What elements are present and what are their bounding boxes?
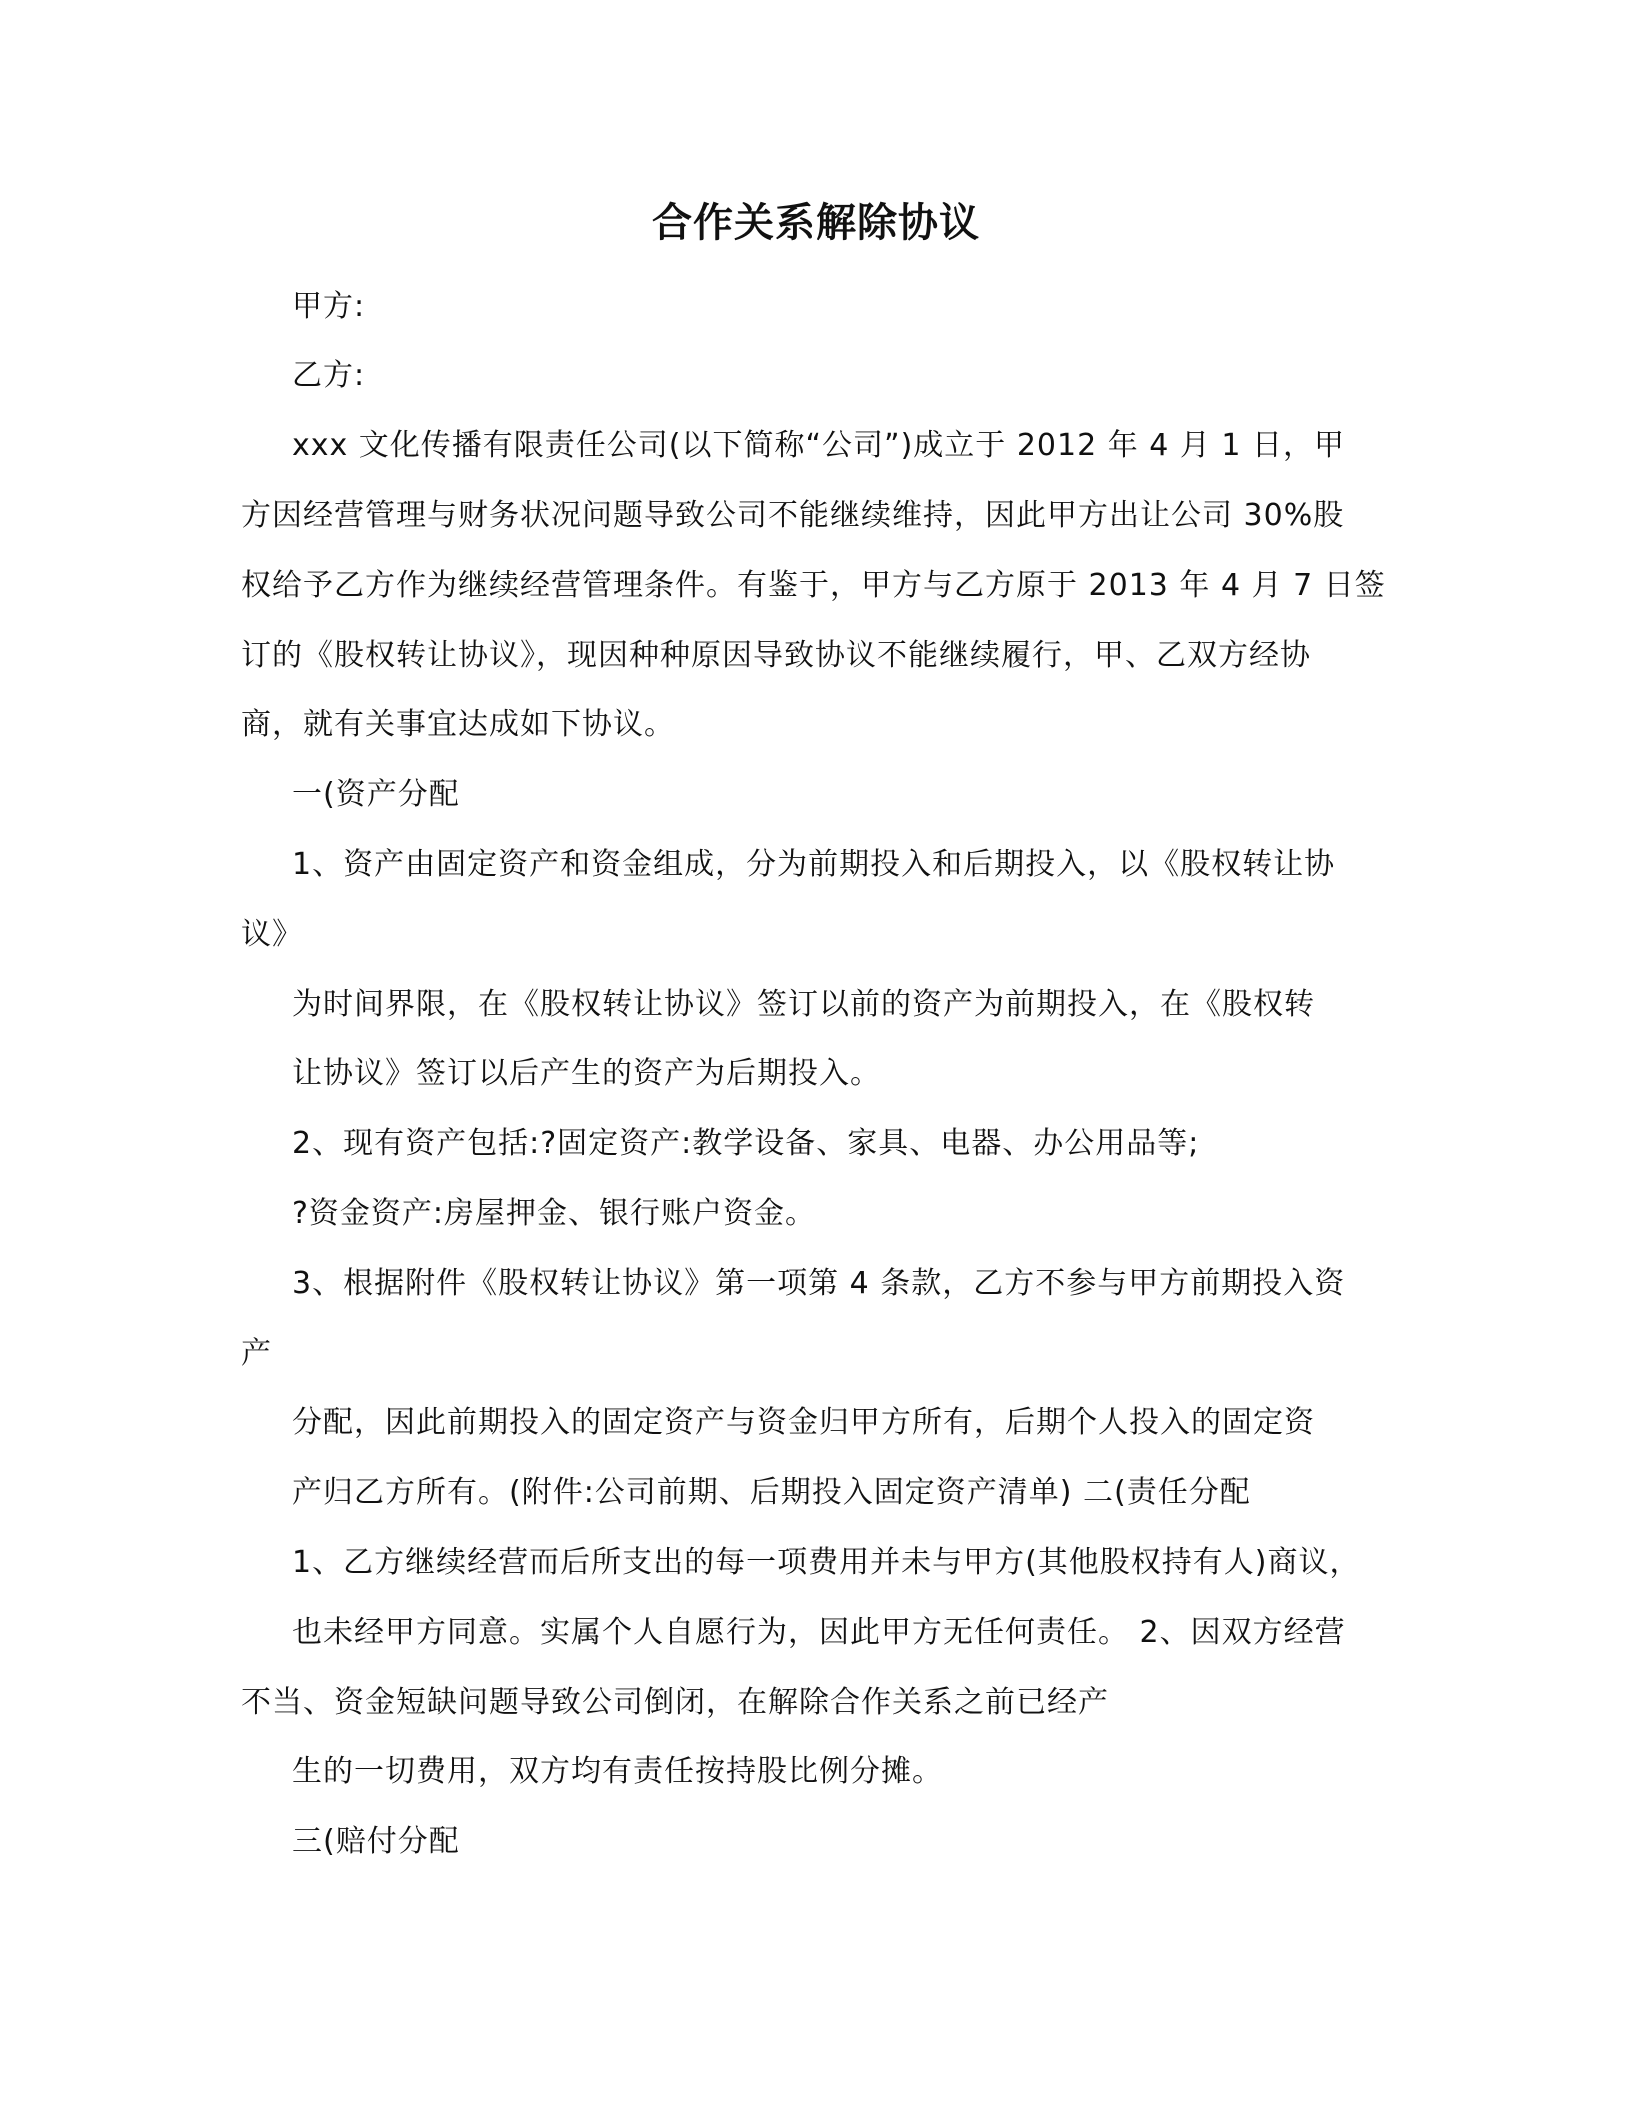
paragraph-line: 产归乙方所有。(附件:公司前期、后期投入固定资产清单) 二(责任分配 [292,1475,1251,1510]
paragraph-line: 产 [241,1336,272,1371]
section-heading: 一(资产分配 [292,777,460,812]
paragraph-line: 议》 [241,917,303,952]
paragraph-line: xxx 文化传播有限责任公司(以下简称“公司”)成立于 2012 年 4 月 1 日，甲 [292,428,1346,463]
paragraph-line: 分配，因此前期投入的固定资产与资金归甲方所有，后期个人投入的固定资 [292,1405,1315,1440]
party-b-label: 乙方: [292,358,366,393]
party-a-label: 甲方: [292,289,366,324]
paragraph-line: 让协议》签订以后产生的资产为后期投入。 [292,1056,881,1091]
paragraph-line: 生的一切费用，双方均有责任按持股比例分摊。 [292,1754,943,1789]
paragraph-line: 订的《股权转让协议》，现因种种原因导致协议不能继续履行，甲、乙双方经协 [241,638,1311,673]
paragraph-line: ?资金资产:房屋押金、银行账户资金。 [292,1196,817,1231]
section-heading: 三(赔付分配 [292,1824,460,1859]
paragraph-line: 也未经甲方同意。实属个人自愿行为，因此甲方无任何责任。 2、因双方经营 [292,1615,1346,1650]
paragraph-line: 不当、资金短缺问题导致公司倒闭，在解除合作关系之前已经产 [241,1685,1109,1720]
paragraph-line: 3、根据附件《股权转让协议》第一项第 4 条款，乙方不参与甲方前期投入资 [292,1266,1346,1301]
paragraph-line: 1、乙方继续经营而后所支出的每一项费用并未与甲方(其他股权持有人)商议， [292,1545,1361,1580]
paragraph-line: 为时间界限，在《股权转让协议》签订以前的资产为前期投入，在《股权转 [292,987,1315,1022]
paragraph-line: 权给予乙方作为继续经营管理条件。有鉴于，甲方与乙方原于 2013 年 4 月 7 日签 [241,568,1386,603]
paragraph-line: 商，就有关事宜达成如下协议。 [241,707,675,742]
paragraph-line: 2、现有资产包括:?固定资产:教学设备、家具、电器、办公用品等; [292,1126,1200,1161]
paragraph-line: 方因经营管理与财务状况问题导致公司不能继续维持，因此甲方出让公司 30%股 [241,498,1345,533]
paragraph-line: 1、资产由固定资产和资金组成，分为前期投入和后期投入，以《股权转让协 [292,847,1336,882]
document-title: 合作关系解除协议 [652,200,980,246]
